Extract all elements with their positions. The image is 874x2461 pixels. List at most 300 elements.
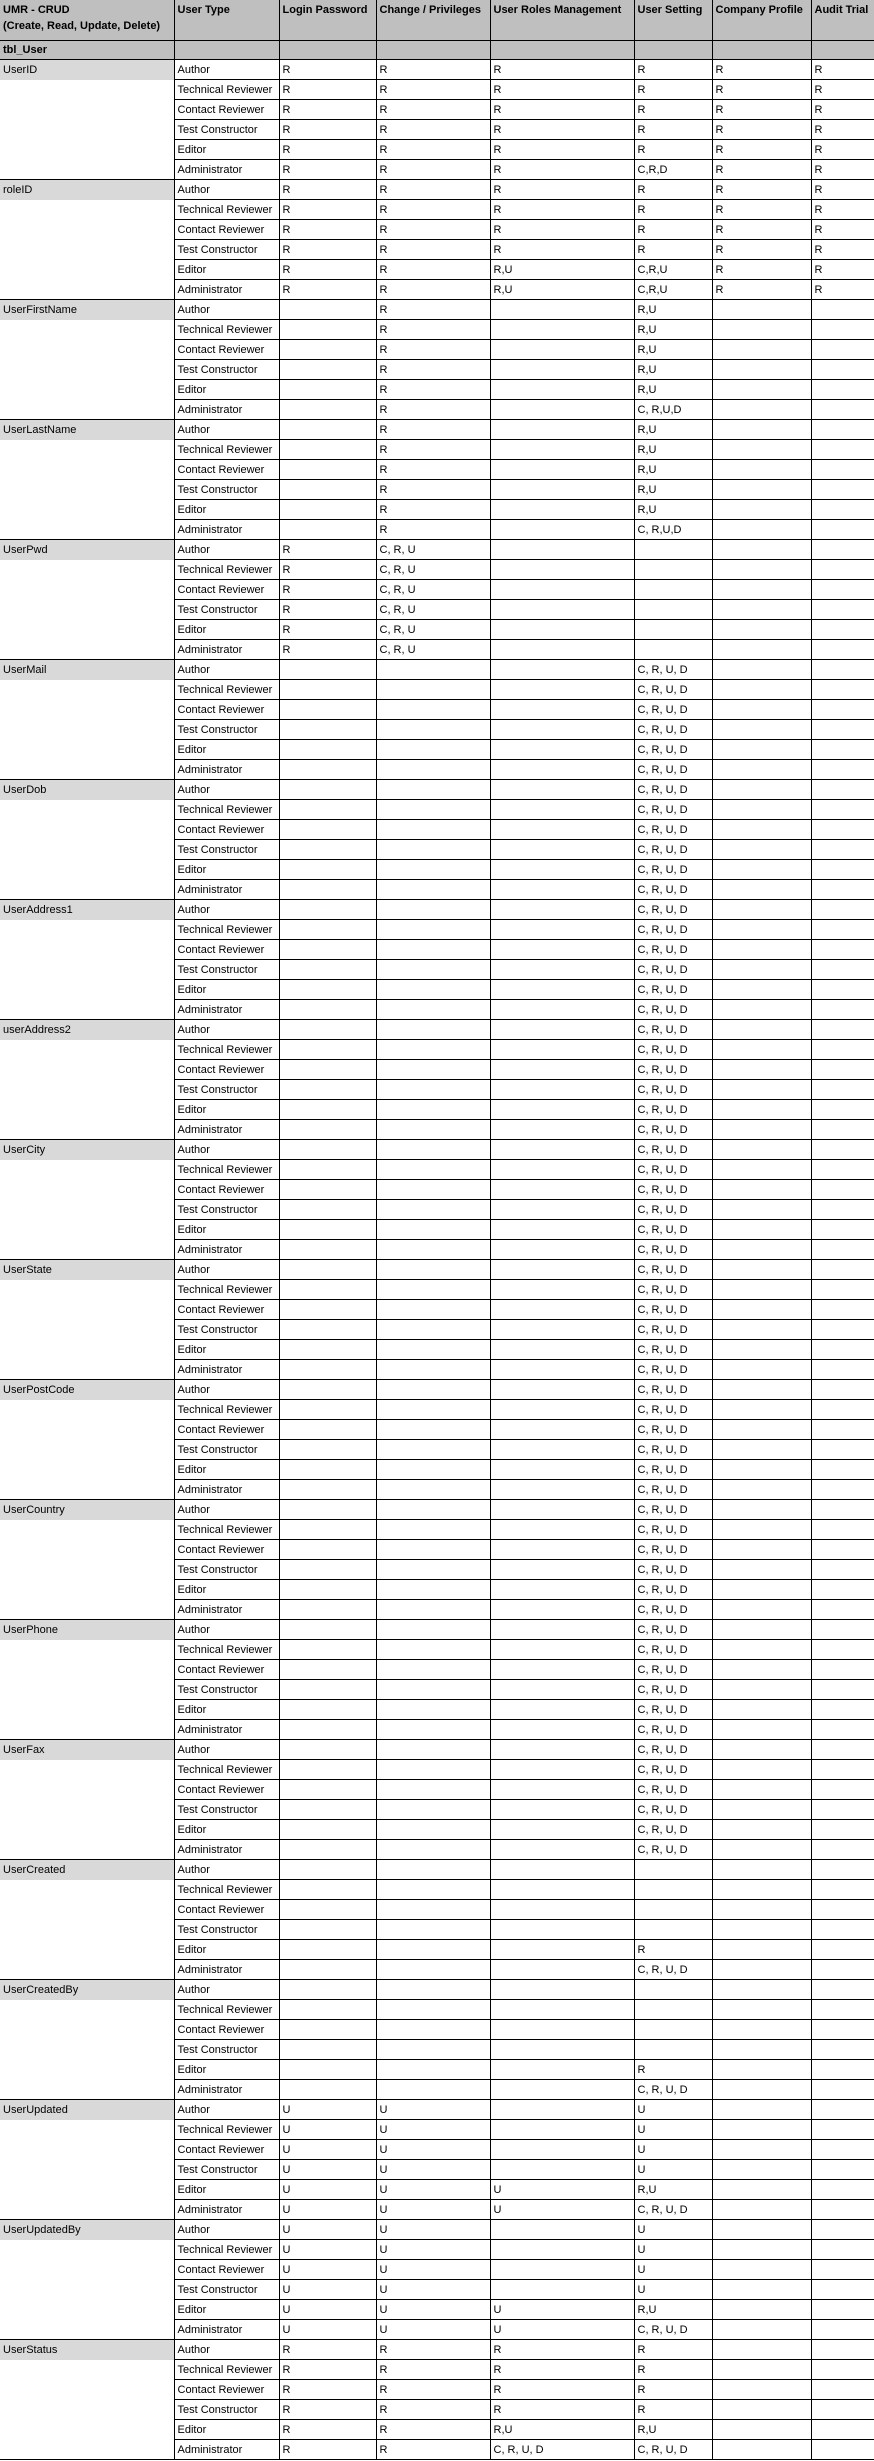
permission-cell-user-roles-management	[490, 1540, 634, 1560]
table-row	[0, 180, 874, 200]
permission-cell-login-password	[279, 1780, 376, 1800]
table-row	[0, 2280, 874, 2300]
permission-cell-login-password	[279, 360, 376, 380]
table-row	[0, 1420, 874, 1440]
table-row	[0, 220, 874, 240]
permission-cell-user-roles-management	[490, 1120, 634, 1140]
permission-cell-change-privileges	[376, 1200, 490, 1220]
user-type-cell: Test Constructor	[174, 840, 279, 860]
permission-cell-change-privileges	[376, 1120, 490, 1140]
permission-cell-user-setting: R,U	[634, 380, 712, 400]
permission-cell-audit-trial	[811, 2240, 874, 2260]
field-name-blank	[0, 2280, 174, 2300]
field-name-blank	[0, 1100, 174, 1120]
permission-cell-audit-trial	[811, 1840, 874, 1860]
table-row	[0, 880, 874, 900]
permission-cell-user-setting: R	[634, 140, 712, 160]
permission-cell-company-profile	[712, 1240, 811, 1260]
permission-cell-user-roles-management: R	[490, 140, 634, 160]
user-type-cell: Test Constructor	[174, 1920, 279, 1940]
permission-cell-change-privileges	[376, 1560, 490, 1580]
permission-cell-user-setting: C, R, U, D	[634, 760, 712, 780]
permission-cell-audit-trial	[811, 1560, 874, 1580]
user-type-cell: Editor	[174, 1580, 279, 1600]
permission-cell-user-setting: C, R, U, D	[634, 1460, 712, 1480]
permission-cell-user-setting: R,U	[634, 360, 712, 380]
user-type-cell: Administrator	[174, 1120, 279, 1140]
permission-cell-audit-trial	[811, 700, 874, 720]
user-type-cell: Test Constructor	[174, 2400, 279, 2420]
permission-cell-audit-trial	[811, 1100, 874, 1120]
user-type-cell: Author	[174, 1140, 279, 1160]
permission-cell-company-profile	[712, 500, 811, 520]
permission-cell-company-profile	[712, 1720, 811, 1740]
field-name-blank	[0, 1700, 174, 1720]
field-name-blank	[0, 1420, 174, 1440]
permission-cell-change-privileges	[376, 1660, 490, 1680]
user-type-cell: Author	[174, 780, 279, 800]
table-row	[0, 2160, 874, 2180]
permission-cell-company-profile	[712, 1580, 811, 1600]
table-row	[0, 2080, 874, 2100]
permission-cell-change-privileges: R	[376, 200, 490, 220]
permission-cell-user-roles-management	[490, 1980, 634, 2000]
permission-cell-user-setting: C, R, U, D	[634, 680, 712, 700]
permission-cell-user-roles-management	[490, 1300, 634, 1320]
field-name-blank	[0, 400, 174, 420]
permission-cell-audit-trial	[811, 760, 874, 780]
permission-cell-login-password	[279, 920, 376, 940]
permission-cell-change-privileges: R	[376, 100, 490, 120]
permission-cell-login-password	[279, 1660, 376, 1680]
permission-cell-login-password: R	[279, 60, 376, 80]
permission-cell-user-setting: R	[634, 2360, 712, 2380]
permission-cell-login-password	[279, 1380, 376, 1400]
field-name: UserMail	[0, 660, 174, 680]
permission-cell-user-roles-management	[490, 2000, 634, 2020]
permission-cell-user-roles-management: R	[490, 160, 634, 180]
permission-cell-user-setting: R	[634, 100, 712, 120]
permission-cell-user-setting: R	[634, 2340, 712, 2360]
table-row	[0, 1500, 874, 1520]
field-name: UserPostCode	[0, 1380, 174, 1400]
permission-cell-audit-trial	[811, 1260, 874, 1280]
permission-cell-change-privileges: C, R, U	[376, 580, 490, 600]
permission-cell-user-setting: U	[634, 2120, 712, 2140]
user-type-cell: Administrator	[174, 2200, 279, 2220]
permission-cell-user-setting: C, R, U, D	[634, 1260, 712, 1280]
permission-cell-audit-trial	[811, 1200, 874, 1220]
permission-cell-company-profile	[712, 520, 811, 540]
permission-cell-company-profile	[712, 1020, 811, 1040]
permission-cell-audit-trial	[811, 2300, 874, 2320]
field-name: UserLastName	[0, 420, 174, 440]
permission-cell-user-roles-management	[490, 580, 634, 600]
permission-cell-user-setting: C, R, U, D	[634, 1060, 712, 1080]
permission-cell-user-roles-management	[490, 2100, 634, 2120]
permission-cell-login-password	[279, 1180, 376, 1200]
permission-cell-company-profile	[712, 1280, 811, 1300]
permission-cell-login-password	[279, 1920, 376, 1940]
permission-cell-user-roles-management	[490, 1500, 634, 1520]
permission-cell-company-profile	[712, 1640, 811, 1660]
table-row	[0, 2300, 874, 2320]
permission-cell-audit-trial	[811, 1860, 874, 1880]
permission-cell-user-setting: C, R, U, D	[634, 940, 712, 960]
permission-cell-company-profile	[712, 2300, 811, 2320]
table-row	[0, 1440, 874, 1460]
permission-cell-user-setting: C, R, U, D	[634, 660, 712, 680]
user-type-cell: Technical Reviewer	[174, 2120, 279, 2140]
permission-cell-user-roles-management	[490, 1680, 634, 1700]
permission-cell-change-privileges	[376, 1460, 490, 1480]
permission-cell-audit-trial	[811, 420, 874, 440]
permission-cell-audit-trial	[811, 740, 874, 760]
permission-cell-audit-trial	[811, 2360, 874, 2380]
permission-cell-user-roles-management	[490, 660, 634, 680]
permission-cell-company-profile	[712, 600, 811, 620]
permission-cell-login-password	[279, 1360, 376, 1380]
permission-cell-login-password	[279, 1900, 376, 1920]
permission-cell-user-roles-management	[490, 1800, 634, 1820]
field-name-blank	[0, 260, 174, 280]
permission-cell-login-password	[279, 520, 376, 540]
permission-cell-audit-trial	[811, 380, 874, 400]
permission-cell-user-setting: C, R, U, D	[634, 1100, 712, 1120]
permission-cell-company-profile	[712, 340, 811, 360]
permission-cell-login-password	[279, 480, 376, 500]
permission-cell-change-privileges	[376, 1860, 490, 1880]
permission-cell-login-password: U	[279, 2320, 376, 2340]
field-name-blank	[0, 480, 174, 500]
permission-cell-audit-trial	[811, 840, 874, 860]
field-name-blank	[0, 2180, 174, 2200]
user-type-cell: Editor	[174, 1100, 279, 1120]
field-name: UserAddress1	[0, 900, 174, 920]
table-row	[0, 500, 874, 520]
field-name-blank	[0, 1180, 174, 1200]
permission-cell-user-roles-management	[490, 1140, 634, 1160]
permission-cell-company-profile	[712, 800, 811, 820]
permission-cell-audit-trial	[811, 1180, 874, 1200]
permission-cell-company-profile	[712, 1300, 811, 1320]
permission-cell-user-roles-management	[490, 1200, 634, 1220]
permission-cell-audit-trial: R	[811, 180, 874, 200]
permission-cell-user-setting: C, R, U, D	[634, 2080, 712, 2100]
permission-cell-user-roles-management: R	[490, 60, 634, 80]
permission-cell-audit-trial: R	[811, 80, 874, 100]
permission-cell-company-profile	[712, 2000, 811, 2020]
table-row	[0, 1280, 874, 1300]
table-row	[0, 1580, 874, 1600]
permission-cell-login-password	[279, 1440, 376, 1460]
table-row	[0, 1720, 874, 1740]
permission-cell-company-profile	[712, 1320, 811, 1340]
permission-cell-login-password	[279, 300, 376, 320]
permission-cell-login-password	[279, 1880, 376, 1900]
permission-cell-user-setting: C, R, U, D	[634, 1300, 712, 1320]
table-row	[0, 1160, 874, 1180]
user-type-cell: Editor	[174, 740, 279, 760]
table-row	[0, 700, 874, 720]
field-name-blank	[0, 1840, 174, 1860]
permission-cell-user-setting: C, R, U, D	[634, 1340, 712, 1360]
user-type-cell: Administrator	[174, 1480, 279, 1500]
permission-cell-user-roles-management	[490, 520, 634, 540]
permission-cell-audit-trial	[811, 620, 874, 640]
permission-cell-login-password: U	[279, 2240, 376, 2260]
permission-cell-user-roles-management	[490, 2240, 634, 2260]
field-name-blank	[0, 1880, 174, 1900]
permission-cell-user-roles-management	[490, 2060, 634, 2080]
field-name-blank	[0, 460, 174, 480]
permission-cell-user-roles-management	[490, 900, 634, 920]
permission-cell-company-profile	[712, 2040, 811, 2060]
field-name-blank	[0, 1780, 174, 1800]
permission-cell-audit-trial	[811, 500, 874, 520]
table-row	[0, 940, 874, 960]
permission-cell-audit-trial	[811, 1240, 874, 1260]
field-name-blank	[0, 1520, 174, 1540]
table-row	[0, 2220, 874, 2240]
permission-cell-audit-trial	[811, 600, 874, 620]
permission-cell-user-setting: C, R,U,D	[634, 520, 712, 540]
permission-cell-audit-trial	[811, 320, 874, 340]
permission-cell-change-privileges	[376, 1280, 490, 1300]
permission-cell-audit-trial	[811, 540, 874, 560]
permission-cell-user-setting: R	[634, 2380, 712, 2400]
permission-cell-company-profile	[712, 2320, 811, 2340]
table-row	[0, 2200, 874, 2220]
field-name-blank	[0, 720, 174, 740]
permission-cell-user-setting: R,U	[634, 2300, 712, 2320]
permission-cell-company-profile	[712, 900, 811, 920]
permission-cell-user-setting: C, R, U, D	[634, 960, 712, 980]
user-type-cell: Technical Reviewer	[174, 1760, 279, 1780]
permission-cell-user-roles-management	[490, 2140, 634, 2160]
user-type-cell: Test Constructor	[174, 1560, 279, 1580]
permission-cell-user-setting	[634, 2020, 712, 2040]
permission-cell-audit-trial: R	[811, 140, 874, 160]
permission-cell-audit-trial	[811, 1940, 874, 1960]
permission-cell-user-setting: R	[634, 80, 712, 100]
permission-cell-user-setting: C, R, U, D	[634, 1120, 712, 1140]
table-row	[0, 1340, 874, 1360]
field-name: UserState	[0, 1260, 174, 1280]
permission-cell-company-profile	[712, 300, 811, 320]
permission-cell-user-setting: C, R, U, D	[634, 1500, 712, 1520]
permission-cell-user-setting: R,U	[634, 420, 712, 440]
field-name: UserCreated	[0, 1860, 174, 1880]
permission-cell-company-profile	[712, 1040, 811, 1060]
permission-cell-login-password	[279, 820, 376, 840]
permission-cell-user-roles-management	[490, 2260, 634, 2280]
permission-cell-audit-trial	[811, 2180, 874, 2200]
permission-cell-company-profile	[712, 720, 811, 740]
permission-cell-user-setting: C, R, U, D	[634, 1660, 712, 1680]
matrix-title-line2: (Create, Read, Update, Delete)	[3, 20, 161, 32]
permission-cell-user-setting: R,U	[634, 2180, 712, 2200]
permission-cell-company-profile	[712, 2180, 811, 2200]
permission-cell-user-setting: C, R, U, D	[634, 1960, 712, 1980]
permission-cell-change-privileges: R	[376, 300, 490, 320]
permission-cell-user-setting	[634, 2040, 712, 2060]
field-name: UserFirstName	[0, 300, 174, 320]
permission-cell-change-privileges	[376, 1600, 490, 1620]
field-name-blank	[0, 2300, 174, 2320]
permission-cell-user-roles-management	[490, 640, 634, 660]
table-row	[0, 60, 874, 80]
user-type-cell: Contact Reviewer	[174, 1660, 279, 1680]
permission-cell-company-profile: R	[712, 120, 811, 140]
field-name-blank	[0, 820, 174, 840]
field-name-blank	[0, 1660, 174, 1680]
permission-cell-company-profile	[712, 1880, 811, 1900]
permission-cell-login-password: R	[279, 160, 376, 180]
permission-cell-change-privileges	[376, 1020, 490, 1040]
permission-cell-audit-trial: R	[811, 260, 874, 280]
permission-cell-user-setting: R	[634, 120, 712, 140]
field-name-blank	[0, 220, 174, 240]
permission-cell-login-password	[279, 2000, 376, 2020]
table-row	[0, 1020, 874, 1040]
permission-cell-user-roles-management	[490, 1380, 634, 1400]
table-row	[0, 1460, 874, 1480]
permission-cell-audit-trial	[811, 1120, 874, 1140]
table-row	[0, 960, 874, 980]
field-name-blank	[0, 2320, 174, 2340]
permission-cell-change-privileges: R	[376, 120, 490, 140]
permission-cell-change-privileges	[376, 2020, 490, 2040]
table-row	[0, 260, 874, 280]
permission-cell-login-password	[279, 1340, 376, 1360]
permission-cell-user-roles-management	[490, 980, 634, 1000]
permission-cell-company-profile	[712, 2060, 811, 2080]
permission-cell-company-profile	[712, 660, 811, 680]
user-type-cell: Editor	[174, 2300, 279, 2320]
permission-cell-audit-trial	[811, 2160, 874, 2180]
permission-cell-change-privileges: R	[376, 280, 490, 300]
user-type-cell: Author	[174, 1500, 279, 1520]
user-type-cell: Administrator	[174, 400, 279, 420]
permission-cell-audit-trial	[811, 560, 874, 580]
table-row	[0, 280, 874, 300]
permission-cell-login-password	[279, 1800, 376, 1820]
permission-cell-audit-trial: R	[811, 160, 874, 180]
permission-cell-change-privileges	[376, 1260, 490, 1280]
permission-cell-user-roles-management	[490, 1060, 634, 1080]
permission-cell-user-roles-management	[490, 2080, 634, 2100]
permission-cell-change-privileges: U	[376, 2220, 490, 2240]
permission-cell-user-roles-management: R	[490, 2400, 634, 2420]
permission-cell-user-roles-management	[490, 760, 634, 780]
permission-cell-change-privileges	[376, 920, 490, 940]
permission-cell-audit-trial	[811, 1040, 874, 1060]
field-name-blank	[0, 740, 174, 760]
permission-cell-user-setting: C, R, U, D	[634, 1800, 712, 1820]
permission-cell-login-password	[279, 1520, 376, 1540]
permission-cell-change-privileges: R	[376, 440, 490, 460]
permission-cell-user-setting: C, R, U, D	[634, 1780, 712, 1800]
permission-cell-company-profile	[712, 760, 811, 780]
table-row	[0, 1660, 874, 1680]
field-name-blank	[0, 1920, 174, 1940]
permission-cell-user-setting: C, R, U, D	[634, 1640, 712, 1660]
permission-cell-change-privileges: R	[376, 140, 490, 160]
user-type-cell: Technical Reviewer	[174, 440, 279, 460]
field-name-blank	[0, 2400, 174, 2420]
permission-cell-login-password	[279, 1480, 376, 1500]
table-row	[0, 1560, 874, 1580]
user-type-cell: Test Constructor	[174, 1440, 279, 1460]
permission-cell-audit-trial	[811, 580, 874, 600]
table-row	[0, 480, 874, 500]
permission-cell-user-setting: R,U	[634, 340, 712, 360]
user-type-cell: Contact Reviewer	[174, 1060, 279, 1080]
field-name-blank	[0, 760, 174, 780]
user-type-cell: Editor	[174, 2420, 279, 2440]
permission-cell-login-password	[279, 1060, 376, 1080]
table-name: tbl_User	[0, 41, 174, 60]
field-name-blank	[0, 1460, 174, 1480]
permission-cell-login-password	[279, 900, 376, 920]
user-type-cell: Test Constructor	[174, 120, 279, 140]
permission-cell-user-roles-management	[490, 1180, 634, 1200]
permission-cell-company-profile	[712, 1180, 811, 1200]
permission-cell-login-password: R	[279, 220, 376, 240]
table-row	[0, 1200, 874, 1220]
permission-cell-login-password: U	[279, 2200, 376, 2220]
permission-cell-audit-trial	[811, 1980, 874, 2000]
permission-cell-user-roles-management	[490, 340, 634, 360]
table-row	[0, 1380, 874, 1400]
permission-cell-change-privileges	[376, 1760, 490, 1780]
permission-cell-user-setting	[634, 2000, 712, 2020]
permission-cell-user-setting: C, R, U, D	[634, 860, 712, 880]
permission-cell-user-setting: C, R, U, D	[634, 1840, 712, 1860]
permission-cell-change-privileges	[376, 1080, 490, 1100]
permission-cell-login-password	[279, 2040, 376, 2060]
permission-cell-user-setting: C, R, U, D	[634, 1520, 712, 1540]
user-type-cell: Test Constructor	[174, 720, 279, 740]
permission-cell-audit-trial	[811, 1520, 874, 1540]
user-type-cell: Administrator	[174, 2080, 279, 2100]
permission-cell-company-profile	[712, 460, 811, 480]
user-type-cell: Author	[174, 540, 279, 560]
permission-cell-user-roles-management	[490, 1320, 634, 1340]
permission-cell-login-password	[279, 2020, 376, 2040]
permission-cell-change-privileges: R	[376, 380, 490, 400]
user-type-cell: Author	[174, 1380, 279, 1400]
permission-cell-user-setting: C, R, U, D	[634, 1480, 712, 1500]
user-type-cell: Technical Reviewer	[174, 920, 279, 940]
permission-cell-company-profile	[712, 1500, 811, 1520]
permission-cell-user-setting	[634, 1900, 712, 1920]
permission-cell-audit-trial	[811, 400, 874, 420]
field-name-blank	[0, 520, 174, 540]
permission-cell-audit-trial	[811, 1760, 874, 1780]
permission-cell-user-roles-management	[490, 500, 634, 520]
user-type-cell: Editor	[174, 1940, 279, 1960]
permission-cell-login-password	[279, 1280, 376, 1300]
permission-cell-login-password: U	[279, 2260, 376, 2280]
permission-cell-change-privileges	[376, 1640, 490, 1660]
user-type-cell: Administrator	[174, 760, 279, 780]
permission-cell-user-roles-management	[490, 1820, 634, 1840]
field-name-blank	[0, 1320, 174, 1340]
permission-cell-user-setting: C, R, U, D	[634, 1600, 712, 1620]
permission-cell-company-profile	[712, 560, 811, 580]
